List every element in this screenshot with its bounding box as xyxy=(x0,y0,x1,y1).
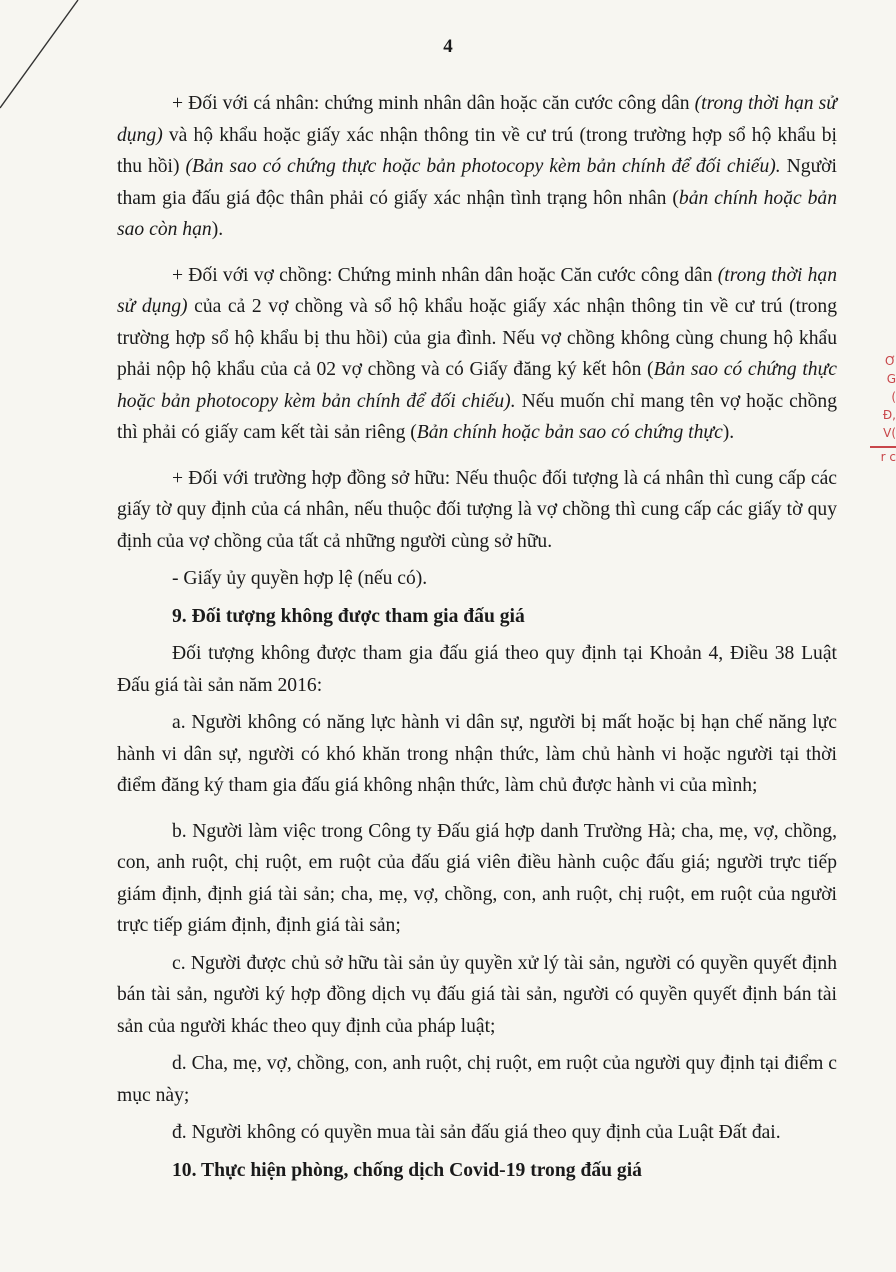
section-9-item-c: c. Người được chủ sở hữu tài sản ủy quyền xử lý tài sản, người có quyền quyết định bán tài sản, người ký hợp đồng dịch vụ đấu giá tài sản, người có quyền quyết định bán tài sản của người khác theo quy định của pháp luật; xyxy=(117,952,837,1037)
text-segment: và hộ khẩu hoặc giấy xác nhận thông tin về cư trú (trong trường hợp sổ hộ khẩu bị thu hồi) xyxy=(117,124,837,177)
paragraph-authorization xyxy=(117,563,837,595)
text-segment: của cả 2 vợ chồng và sổ hộ khẩu hoặc giấy xác nhận thông tin về cư trú (trong trường hợp sổ hộ khẩu bị thu hồi) của gia đình. Nếu vợ chồng không cùng chung hộ khẩu phải nộp hộ khẩu của cả 02 vợ chồng và có Giấy đăng ký kết hôn ( xyxy=(117,296,837,380)
text-segment: Người tham gia đấu giá độc thân phải có giấy xác nhận tình trạng hôn nhân ( xyxy=(117,156,837,209)
paragraph-spouses xyxy=(117,260,837,449)
section-9-item-dd: đ. Người không có quyền mua tài sản đấu giá theo quy định của Luật Đất đai. xyxy=(172,1122,781,1143)
italic-segment: (trong thời hạn sử dụng) xyxy=(117,93,837,146)
stamp-text: V( xyxy=(883,426,896,440)
paragraph-co-owners xyxy=(117,463,837,558)
italic-segment: (trong thời hạn sử dụng) xyxy=(117,264,837,317)
section-9-intro: Đối tượng không được tham gia đấu giá theo quy định tại Khoản 4, Điều 38 Luật Đấu giá tài sản năm 2016: xyxy=(117,643,837,696)
text-segment: + Đối với trường hợp đồng sở hữu: Nếu thuộc đối tượng là cá nhân thì cung cấp các giấy tờ quy định của cá nhân, nếu thuộc đối tượng là vợ chồng thì cung cấp các giấy tờ quy định của vợ chồng của tất cả những người cùng sở hữu. xyxy=(117,467,837,552)
text-segment: ). xyxy=(211,219,224,240)
section-9-item-a: a. Người không có năng lực hành vi dân sự, người bị mất hoặc bị hạn chế năng lực hành vi dân sự, người có khó khăn trong nhận thức, làm chủ hành vi hoặc người tại thời điểm đăng ký tham gia đấu giá không nhận thức, làm chủ được hành vi của mình; xyxy=(117,712,837,796)
red-stamp-fragment xyxy=(868,352,896,522)
italic-segment: bản chính hoặc bản sao còn hạn xyxy=(117,187,837,240)
stamp-text: ( xyxy=(891,390,896,404)
section-10-heading: 10. Thực hiện phòng, chống dịch Covid-19 trong đấu giá xyxy=(172,1159,642,1181)
page-number: 4 xyxy=(443,36,453,57)
section-9-heading: 9. Đối tượng không được tham gia đấu giá xyxy=(172,605,525,627)
text-segment: - Giấy ủy quyền hợp lệ (nếu có). xyxy=(172,568,428,589)
text-segment: ). xyxy=(722,422,735,443)
paragraph-individual xyxy=(117,88,837,246)
stamp-text: G xyxy=(886,372,896,386)
italic-segment: Bản sao có chứng thực hoặc bản photocopy kèm bản chính để đối chiếu). xyxy=(117,359,837,412)
text-segment: + Đối với cá nhân: chứng minh nhân dân hoặc căn cước công dân xyxy=(172,93,695,114)
stamp-text: r c xyxy=(880,450,896,464)
stamp-text: Ơ xyxy=(885,354,896,368)
text-segment: + Đối với vợ chồng: Chứng minh nhân dân hoặc Căn cước công dân xyxy=(172,264,718,286)
section-9-item-d: d. Cha, mẹ, vợ, chồng, con, anh ruột, chị ruột, em ruột của người quy định tại điểm c mục này; xyxy=(117,1053,837,1106)
document-body xyxy=(117,88,837,1195)
section-9-item-b: b. Người làm việc trong Công ty Đấu giá hợp danh Trường Hà; cha, mẹ, vợ, chồng, con, anh ruột, chị ruột, em ruột của đấu giá viên điều hành cuộc đấu giá; người trực tiếp giám định, định giá tài sản; cha, mẹ, vợ, chồng, con, anh ruột, chị ruột, em ruột của người trực tiếp giám định, định giá tài sản; xyxy=(117,820,837,936)
text-segment: Nếu muốn chỉ mang tên vợ hoặc chồng thì phải có giấy cam kết tài sản riêng ( xyxy=(117,390,837,443)
stamp-text: Đ, xyxy=(882,408,896,422)
italic-segment: Bản chính hoặc bản sao có chứng thực xyxy=(416,422,723,443)
italic-segment: (Bản sao có chứng thực hoặc bản photocopy kèm bản chính để đối chiếu). xyxy=(185,156,781,177)
